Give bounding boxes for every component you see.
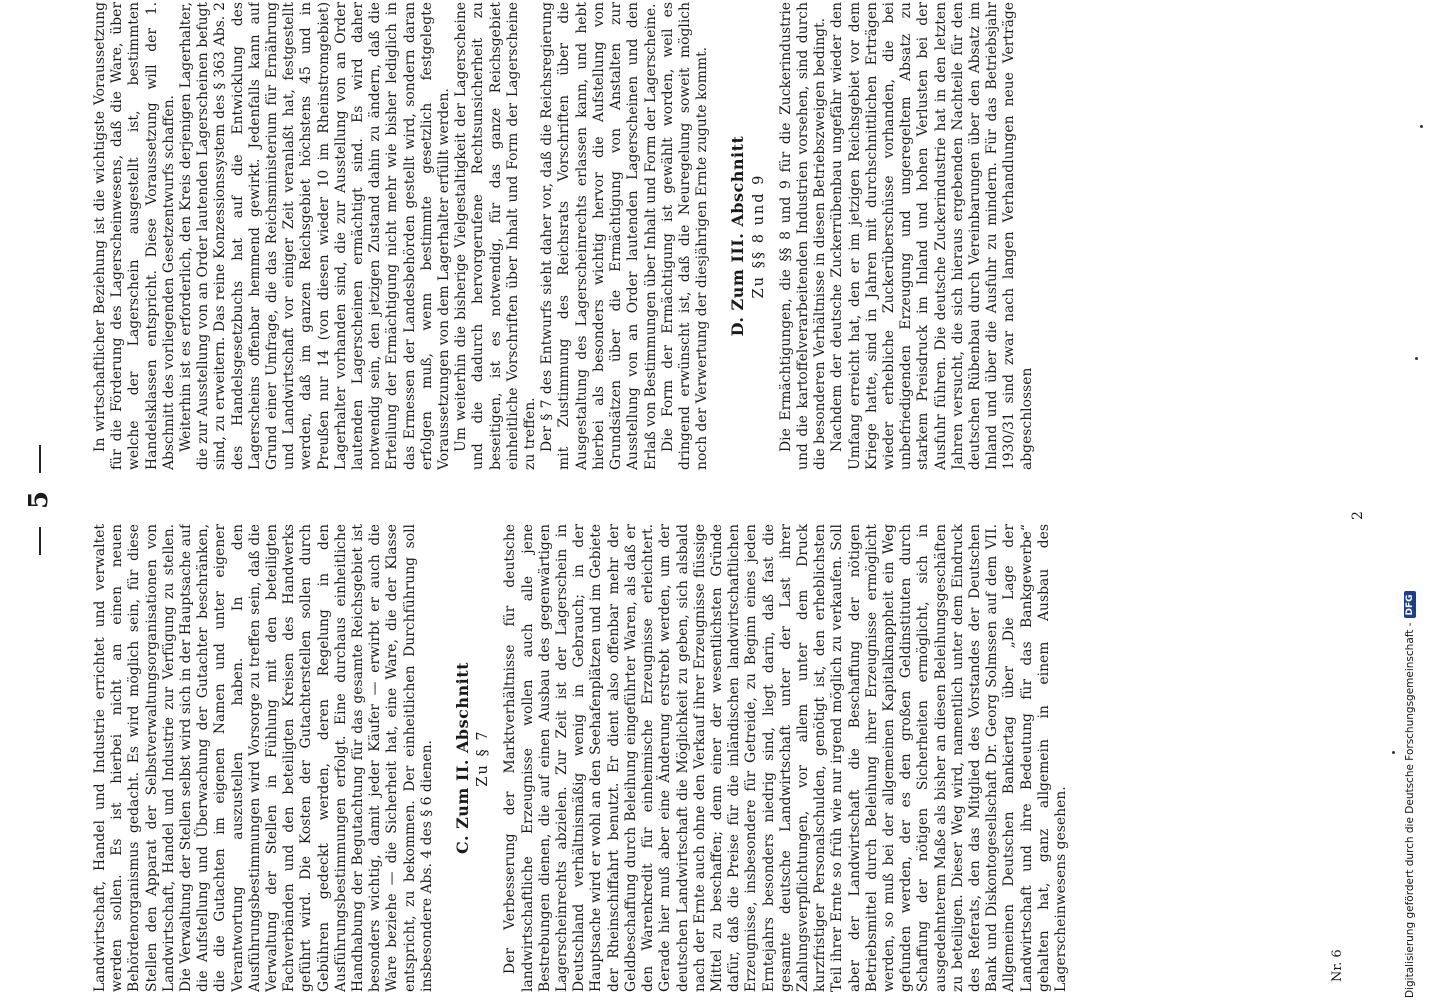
header-dash-left (39, 527, 41, 555)
right-paragraph-1: In wirtschaftlicher Beziehung ist die wichtigste Voraussetzung für die Förderung des Lagerscheinwesens, daß die Ware, über welche der Lagerschein ausgestellt ist, bestimmten Handelsklassen entspricht. Diese Voraussetzung will der 1. Abschnitt des vorliegenden Gesetzentwurfs schaffen. (92, 2, 177, 470)
footer-sheet-number: 2 (1350, 511, 1366, 520)
left-paragraph-2: Der Verbesserung der Marktverhältnisse für deutsche landwirtschaftliche Erzeugnisse wollen auch alle jene Bestrebungen dienen, die auf einen Ausbau des gegenwärtigen Lagerscheinrechts abzielen. Zur Zeit ist der Lagerschein in Deutschland verhältnismäßig wenig in Gebrauch; in der Hauptsache wird er wohl an den Seehafenplätzen und im Gebiete der Rheinschiffahrt benutzt. Er dient also offenbar mehr der Geldbeschaffung durch Beleihung eingeführter Waren, als daß er den Warenkredit für einheimische Erzeugnisse erleichtert. Gerade hier muß aber eine Änderung erstrebt werden, um der deutschen Landwirtschaft die Möglichkeit zu geben, sich alsbald nach der Ernte auch ohne den Verkauf ihrer Erzeugnisse flüssige Mittel zu beschaffen; denn einer der wesentlichsten Gründe dafür, daß die Preise für die inländischen landwirtschaftlichen Erzeugnisse, insbesondere für Getreide, zu Beginn eines jeden Erntejahrs besonders niedrig sind, liegt darin, daß fast die gesamte deutsche Landwirtschaft unter der Last ihrer Zahlungsverpflichtungen, vor allem unter dem Druck kurzfristiger Personalschulden, genötigt ist, den erheblichsten Teil ihrer Ernte so früh wie nur irgend möglich zu verkaufen. Soll aber der Landwirtschaft die Beschaffung der nötigen Betriebsmittel durch Beleihung ihrer Erzeugnisse ermöglicht werden, so muß bei der allgemeinen Kapitalknappheit ein Weg gefunden werden, der es den großen Geldinstituten durch Schaffung der nötigen Sicherheiten ermöglicht, sich in ausgedehnterem Maße als bisher an diesen Beleihungsgeschäften zu beteiligen. Dieser Weg wird, namentlich unter dem Eindruck des Referats, den das Mitglied des Vorstandes der Deutschen Bank und Diskontogesellschaft Dr. Georg Solmssen auf dem VII. Allgemeinen Deutschen Bankiertag über „Die Lage der Landwirtschaft und ihre Bedeutung für das Bankgewerbe“ gehalten hat, ganz allgemein in einem Ausbau des Lagerscheinwesens gesehen. (502, 524, 1069, 992)
section-subheading-d: Zu §§ 8 und 9 (750, 173, 767, 299)
section-heading-d: D. Zum III. Abschnitt (728, 135, 748, 337)
dfg-logo: DFG (1404, 591, 1416, 618)
right-paragraph-6: Die Ermächtigungen, die §§ 8 und 9 für die Zuckerindustrie und die kartoffelverarbeitenden Industrien vorsehen, sind durch die besonderen Verhältnisse in diesen Betriebszweigen bedingt. (777, 2, 829, 470)
scan-speck (1392, 751, 1395, 754)
digitization-credit (1404, 591, 1416, 998)
right-column (92, 2, 1332, 470)
left-column (92, 524, 1332, 992)
scan-speck (1420, 125, 1423, 128)
page-number: 5 (24, 490, 54, 510)
right-paragraph-2: Weiterhin ist es erforderlich, den Kreis derjenigen Lagerhalter, die zur Ausstellung von an Order lautenden Lagerscheinen befugt sind, zu erweitern. Das reine Konzessionssystem des § 363 Abs. 2 des Handelsgesetzbuchs hat auf die Entwicklung des Lagerscheins offenbar hemmend gewirkt. Jedenfalls kann auf Grund einer Umfrage, die das Reichsministerium für Ernährung und Landwirtschaft vor einiger Zeit veranlaßt hat, festgestellt werden, daß im ganzen Reichsgebiet höchstens 45 und in Preußen nur 14 (von diesen wieder 10 im Rheinstromgebiet) Lagerhalter vorhanden sind, die zur Ausstellung von an Order lautenden Lagerscheinen ermächtigt sind. Es wird daher notwendig sein, den jetzigen Zustand dahin zu ändern, daß die Erteilung der Ermächtigung nicht mehr wie bisher lediglich in das Ermessen der Landesbehörden gestellt wird, sondern daran erfolgen muß, wenn bestimmte gesetzlich festgelegte Voraussetzungen von dem Lagerhalter erfüllt werden. (178, 2, 453, 470)
right-paragraph-5: Die Form der Ermächtigung ist gewählt worden, weil es dringend erwünscht ist, daß die Neuregelung soweit möglich noch der Verwertung der diesjährigen Ernte zugute kommt. (659, 2, 711, 470)
right-paragraph-3: Um weiterhin die bisherige Vielgestaltigkeit der Lagerscheine und die dadurch hervorgerufene Rechtsunsicherheit zu beseitigen, ist es notwendig, für das ganze Reichsgebiet einheitliche Vorschriften über Inhalt und Form der Lagerscheine zu treffen. (453, 2, 539, 470)
footer-issue-number: Nr. 6 (1330, 949, 1345, 982)
page-header (24, 0, 52, 1000)
scan-speck (1415, 357, 1418, 360)
right-paragraph-7: Nachdem der deutsche Zuckerrübenbau ungefähr wieder den Umfang erreicht hat, den er im jetzigen Reichsgebiet vor dem Kriege hatte, sind in Jahren mit durchschnittlichen Erträgen wieder erhebliche Zuckerüberschüsse vorhanden, die bei unbefriedigenden Erzeugung und ungeregeltem Absatz zu starkem Preisdruck im Inland und hohen Verlusten bei der Ausfuhr führen. Die deutsche Zuckerindustrie hat in den letzten Jahren versucht, die sich hieraus ergebenden Nachteile für den deutschen Rübenbau durch Vereinbarungen über den Absatz im Inland und über die Ausfuhr zu mindern. Für das Betriebsjahr 1930/31 sind zwar nach langen Verhandlungen neue Verträge abgeschlossen (829, 2, 1035, 470)
section-heading-c: C. Zum II. Abschnitt (453, 662, 473, 854)
left-paragraph-1: Landwirtschaft, Handel und Industrie errichtet und verwaltet werden sollen. Es ist hierbei nicht an einen neuen Behördenorganismus gedacht. Es wird möglich sein, für diese Stellen den Apparat der Selbstverwaltungsorganisationen von Landwirtschaft, Handel und Industrie zur Verfügung zu stellen. Die Verwaltung der Stellen selbst wird sich in der Hauptsache auf die Aufstellung und Überwachung der Gutachter beschränken, die die Gutachten im eigenen Namen und unter eigener Verantwortung auszustellen haben. In den Ausführungsbestimmungen wird Vorsorge zu treffen sein, daß die Verwaltung der Stellen in Fühlung mit den beteiligten Fachverbänden und den beteiligten Kreisen des Handwerks geführt wird. Die Kosten der Gutachterstellen sollen durch Gebühren gedeckt werden, deren Regelung in den Ausführungsbestimmungen erfolgt. Eine durchaus einheitliche Handhabung der Begutachtung für das gesamte Reichsgebiet ist besonders wichtig, damit jeder Käufer — erwirbt er auch die Ware beziehe — die Sicherheit hat, eine Ware, die der Klasse entspricht, zu bekommen. Der einheitlichen Durchführung soll insbesondere Abs. 4 des § 6 dienen. (92, 524, 435, 992)
credit-text: Digitalisierung gefördert durch die Deutsche Forschungsgemeinschaft - (1404, 622, 1416, 998)
header-dash-right (39, 445, 41, 473)
section-subheading-c: Zu § 7 (475, 729, 492, 787)
right-paragraph-4: Der § 7 des Entwurfs sieht daher vor, daß die Reichsregierung mit Zustimmung des Reichsrats Vorschriften über die Ausgestaltung des Lagerscheinrechts erlassen kann, und hebt hierbei als besonders wichtig hervor die Aufstellung von Grundsätzen über die Ermächtigung von Anstalten zur Ausstellung von an Order lautenden Lagerscheinen und den Erlaß von Bestimmungen über Inhalt und Form der Lagerscheine. (539, 2, 659, 470)
